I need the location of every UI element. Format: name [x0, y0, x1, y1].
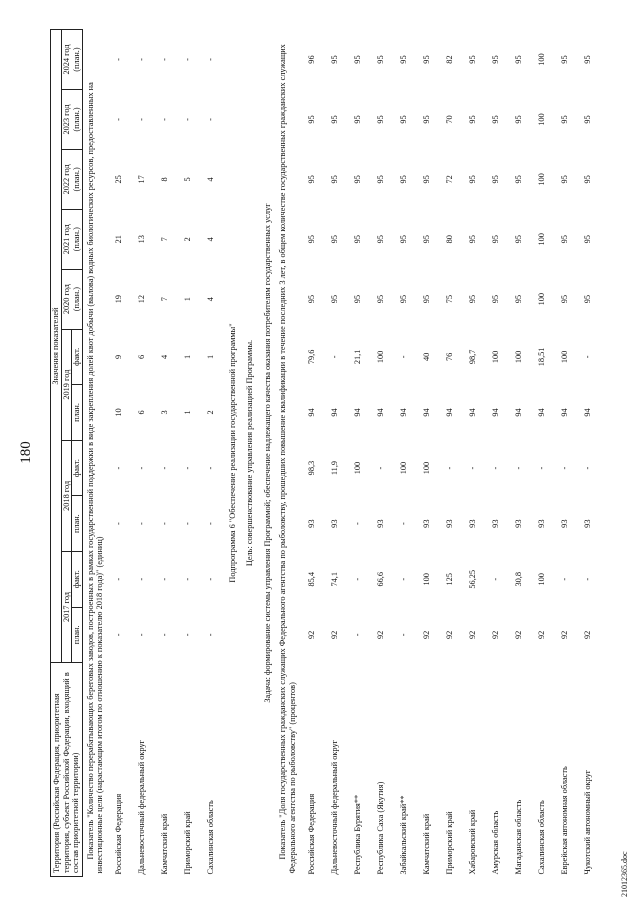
value-cell: 40 — [422, 352, 432, 362]
value-cell: - — [206, 58, 216, 61]
table-row — [392, 30, 415, 877]
value-cell: 95 — [514, 115, 524, 124]
territory-name: Приморский край — [445, 811, 455, 875]
value-cell: 95 — [307, 115, 317, 124]
table-row — [200, 30, 223, 877]
value-cell: 93 — [514, 519, 524, 528]
value-cell: - — [183, 577, 193, 581]
value-cell: 95 — [583, 115, 593, 124]
value-cell: - — [183, 58, 193, 61]
value-cell: - — [160, 118, 170, 121]
value-cell: 19 — [114, 295, 124, 304]
value-cell: 93 — [376, 519, 386, 528]
plan-header: план. — [72, 496, 83, 552]
value-cell: 94 — [491, 408, 501, 417]
value-cell: 95 — [491, 235, 501, 244]
value-cell: 95 — [330, 295, 340, 304]
value-cell: 95 — [399, 295, 409, 304]
value-cell: - — [183, 633, 193, 637]
value-cell: 8 — [160, 177, 170, 182]
table-row — [461, 30, 484, 877]
value-cell: 92 — [307, 630, 317, 639]
year-2020-header: 2020 год (план.) — [61, 269, 82, 329]
value-cell: - — [160, 466, 170, 470]
value-cell: 6 — [137, 354, 147, 359]
value-cell: 82 — [445, 55, 455, 64]
value-cell: - — [183, 118, 193, 121]
value-cell: - — [114, 58, 124, 61]
value-cell: 100 — [353, 461, 363, 475]
value-cell: 56,25 — [468, 569, 478, 589]
value-cell: - — [376, 466, 386, 470]
value-cell: - — [537, 466, 547, 470]
indicator-2-text: Показатель "Доля государственных гражданских служащих Федерального агентства по рыболовству, прошедших повышение квалификации в течение последних 3 лет, в общем количестве государственных гражданских служащих Федерального агентства по рыболовству" (процентов) — [278, 44, 297, 874]
table-row — [154, 30, 177, 877]
value-cell: 95 — [583, 295, 593, 304]
table-row — [484, 30, 507, 877]
value-cell: - — [160, 522, 170, 526]
value-cell: 95 — [353, 55, 363, 64]
value-cell: 9 — [114, 354, 124, 359]
value-cell: - — [114, 522, 124, 526]
values-header: Значения показателей — [51, 30, 62, 663]
indicator-1-text: Показатель "Количество перерабатывающих береговых заводов, построенных в рамках государственной поддержки в виде закрепления долей квот добычи (вылова) водных биологических ресурсов, предоставленных на инвестиционные цели (нарастающим итогом по отношению к показателю 2018 года)" (единиц) — [85, 82, 105, 874]
value-cell: 92 — [583, 630, 593, 639]
value-cell: 92 — [514, 630, 524, 639]
value-cell: 100 — [491, 350, 501, 364]
value-cell: - — [206, 522, 216, 526]
value-cell: 95 — [399, 115, 409, 124]
value-cell: - — [399, 577, 409, 581]
value-cell: 93 — [307, 519, 317, 528]
value-cell: - — [330, 355, 340, 359]
value-cell: 95 — [399, 235, 409, 244]
task-text-text: Задача: формирование системы управления Программой; обеспечение надлежащего качества оказания потребителям государственных услуг — [262, 203, 272, 703]
value-cell: - — [114, 118, 124, 121]
value-cell: - — [583, 355, 593, 359]
file-name: 21012365.doc — [620, 851, 629, 897]
value-cell: - — [160, 577, 170, 581]
value-cell: 95 — [399, 175, 409, 184]
value-cell: 100 — [537, 53, 547, 66]
table-row — [576, 30, 599, 877]
value-cell: 93 — [583, 519, 593, 528]
value-cell: 96 — [307, 55, 317, 64]
value-cell: 25 — [114, 175, 124, 184]
value-cell: 95 — [583, 235, 593, 244]
value-cell: 30,8 — [514, 571, 524, 587]
year-2017-header: 2017 год — [61, 551, 72, 662]
value-cell: 13 — [137, 235, 147, 244]
value-cell: - — [137, 58, 147, 61]
value-cell: 92 — [445, 630, 455, 639]
value-cell: - — [183, 466, 193, 470]
value-cell: 1 — [183, 410, 193, 415]
value-cell: - — [137, 118, 147, 121]
value-cell: 94 — [422, 408, 432, 417]
table-row — [300, 30, 323, 877]
value-cell: 95 — [583, 175, 593, 184]
value-cell: 93 — [330, 519, 340, 528]
value-cell: 100 — [537, 173, 547, 186]
value-cell: 80 — [445, 235, 455, 244]
plan-header: план. — [72, 607, 83, 663]
value-cell: 92 — [376, 630, 386, 639]
territory-name: Республика Саха (Якутия) — [376, 781, 386, 875]
value-cell: 95 — [468, 235, 478, 244]
value-cell: 93 — [537, 519, 547, 528]
value-cell: 7 — [160, 237, 170, 242]
value-cell: 4 — [206, 177, 216, 182]
year-2023-header: 2023 год (план.) — [61, 90, 82, 150]
table-row — [507, 30, 530, 877]
value-cell: 95 — [491, 175, 501, 184]
territory-name: Российская Федерация — [114, 793, 124, 875]
value-cell: 100 — [537, 113, 547, 126]
table-row — [530, 30, 553, 877]
value-cell: - — [137, 522, 147, 526]
value-cell: 95 — [376, 175, 386, 184]
goal-text-text: Цель: совершенствование управления реализацией Программы. — [245, 339, 255, 567]
indicators-table — [50, 29, 599, 877]
value-cell: 1 — [183, 297, 193, 302]
value-cell: 100 — [422, 461, 432, 475]
fact-header: факт. — [72, 440, 83, 496]
value-cell: 95 — [422, 175, 432, 184]
territory-name: Дальневосточный федеральный округ — [330, 740, 340, 875]
value-cell: 98,7 — [468, 349, 478, 365]
value-cell: 98,3 — [307, 460, 317, 476]
value-cell: 93 — [560, 519, 570, 528]
value-cell: 94 — [330, 408, 340, 417]
value-cell: 95 — [468, 295, 478, 304]
table-row — [553, 30, 576, 877]
value-cell: 95 — [560, 175, 570, 184]
territory-name: Камчатский край — [160, 813, 170, 875]
value-cell: 95 — [560, 55, 570, 64]
value-cell: 4 — [160, 354, 170, 359]
value-cell: 94 — [399, 408, 409, 417]
value-cell: 95 — [307, 295, 317, 304]
value-cell: - — [445, 466, 455, 470]
value-cell: 95 — [353, 295, 363, 304]
value-cell: 95 — [399, 55, 409, 64]
value-cell: - — [491, 466, 501, 470]
value-cell: 17 — [137, 175, 147, 184]
value-cell: - — [160, 58, 170, 61]
value-cell: 85,4 — [307, 571, 317, 587]
territory-name: Амурская область — [491, 810, 501, 875]
value-cell: 92 — [560, 630, 570, 639]
table-row — [346, 30, 369, 877]
value-cell: 95 — [376, 115, 386, 124]
value-cell: 92 — [468, 630, 478, 639]
value-cell: 95 — [422, 295, 432, 304]
value-cell: 95 — [353, 235, 363, 244]
value-cell: - — [468, 466, 478, 470]
territory-name: Дальневосточный федеральный округ — [137, 740, 147, 875]
value-cell: 95 — [491, 295, 501, 304]
value-cell: 21,1 — [353, 349, 363, 365]
goal-text — [240, 30, 258, 877]
value-cell: 94 — [307, 408, 317, 417]
value-cell: - — [583, 466, 593, 470]
value-cell: 2 — [206, 410, 216, 415]
value-cell: 94 — [514, 408, 524, 417]
value-cell: 94 — [537, 408, 547, 417]
territory-name: Магаданская область — [514, 799, 524, 875]
value-cell: - — [206, 633, 216, 637]
value-cell: 95 — [491, 55, 501, 64]
territory-name: Камчатский край — [422, 813, 432, 875]
value-cell: - — [583, 577, 593, 581]
value-cell: 92 — [330, 630, 340, 639]
value-cell: - — [399, 522, 409, 526]
value-cell: 95 — [307, 235, 317, 244]
fact-header: факт. — [72, 551, 83, 607]
value-cell: - — [560, 577, 570, 581]
value-cell: 6 — [137, 410, 147, 415]
value-cell: 95 — [353, 115, 363, 124]
value-cell: 95 — [468, 55, 478, 64]
value-cell: 74,1 — [330, 571, 340, 587]
table-row — [323, 30, 346, 877]
value-cell: - — [137, 577, 147, 581]
value-cell: - — [353, 522, 363, 526]
value-cell: 95 — [514, 175, 524, 184]
value-cell: 100 — [376, 350, 386, 364]
value-cell: 66,6 — [376, 571, 386, 587]
territory-name: Сахалинская область — [537, 800, 547, 875]
value-cell: 92 — [422, 630, 432, 639]
value-cell: 95 — [514, 55, 524, 64]
value-cell: 94 — [445, 408, 455, 417]
territory-name: Российская Федерация — [307, 793, 317, 875]
value-cell: 95 — [422, 235, 432, 244]
value-cell: 72 — [445, 175, 455, 184]
value-cell: 3 — [160, 410, 170, 415]
value-cell: - — [560, 466, 570, 470]
value-cell: 79,6 — [307, 349, 317, 365]
year-2021-header: 2021 год (план.) — [61, 209, 82, 269]
page-number: 180 — [18, 441, 34, 464]
value-cell: 93 — [445, 519, 455, 528]
territory-name: Забайкальский край** — [399, 795, 409, 875]
value-cell: 93 — [468, 519, 478, 528]
value-cell: - — [114, 466, 124, 470]
value-cell: 21 — [114, 235, 124, 244]
value-cell: - — [114, 633, 124, 637]
value-cell: 100 — [537, 233, 547, 246]
value-cell: 95 — [468, 115, 478, 124]
territory-name: Сахалинская область — [206, 800, 216, 875]
value-cell: - — [399, 633, 409, 637]
value-cell: 7 — [160, 297, 170, 302]
value-cell: - — [399, 355, 409, 359]
value-cell: 95 — [330, 235, 340, 244]
value-cell: 93 — [422, 519, 432, 528]
fact-header: факт. — [72, 329, 83, 385]
value-cell: 10 — [114, 408, 124, 417]
value-cell: 1 — [183, 354, 193, 359]
value-cell: - — [137, 466, 147, 470]
value-cell: 95 — [514, 235, 524, 244]
value-cell: 93 — [491, 519, 501, 528]
value-cell: 18,51 — [537, 347, 547, 367]
value-cell: 95 — [422, 115, 432, 124]
value-cell: 100 — [422, 573, 432, 586]
value-cell: 95 — [491, 115, 501, 124]
value-cell: 94 — [560, 408, 570, 417]
value-cell: 95 — [353, 175, 363, 184]
value-cell: 95 — [422, 55, 432, 64]
value-cell: 1 — [206, 354, 216, 359]
value-cell: - — [183, 522, 193, 526]
value-cell: - — [353, 577, 363, 581]
value-cell: 75 — [445, 295, 455, 304]
value-cell: - — [137, 633, 147, 637]
value-cell: 95 — [376, 295, 386, 304]
value-cell: 94 — [376, 408, 386, 417]
value-cell: 94 — [468, 408, 478, 417]
value-cell: 92 — [537, 630, 547, 639]
value-cell: 95 — [514, 295, 524, 304]
value-cell: 95 — [468, 175, 478, 184]
value-cell: 100 — [560, 350, 570, 364]
territory-name: Республика Бурятия** — [353, 794, 363, 875]
subprogram-title — [223, 30, 241, 877]
value-cell: 12 — [137, 295, 147, 304]
year-2019-header: 2019 год — [61, 329, 72, 440]
territory-name: Хабаровский край — [468, 809, 478, 875]
value-cell: - — [206, 466, 216, 470]
plan-header: план. — [72, 385, 83, 441]
value-cell: 95 — [330, 175, 340, 184]
territory-name: Еврейская автономная область — [560, 766, 570, 875]
table-row — [108, 30, 131, 877]
value-cell: 92 — [491, 630, 501, 639]
value-cell: 95 — [560, 295, 570, 304]
year-2022-header: 2022 год (план.) — [61, 149, 82, 209]
value-cell: - — [206, 118, 216, 121]
subprogram-title-text: Подпрограмма 6 "Обеспечение реализации государственной программы" — [227, 323, 237, 583]
value-cell: 76 — [445, 352, 455, 362]
value-cell: - — [514, 466, 524, 470]
value-cell: 125 — [445, 573, 455, 586]
value-cell: 11,9 — [330, 460, 340, 476]
value-cell: 70 — [445, 115, 455, 124]
territory-header: Территория (Российская Федерация, приоритетная территория, субъект Российской Федерации, входящий в состав приоритетной территории) — [51, 663, 83, 877]
year-2018-header: 2018 год — [61, 440, 72, 551]
task-text — [258, 30, 276, 877]
value-cell: 95 — [376, 55, 386, 64]
value-cell: - — [353, 633, 363, 637]
territory-name: Приморский край — [183, 811, 193, 875]
indicator-2 — [275, 30, 300, 877]
value-cell: 100 — [537, 573, 547, 586]
table-row — [415, 30, 438, 877]
value-cell: - — [491, 577, 501, 581]
value-cell: 94 — [583, 408, 593, 417]
value-cell: 4 — [206, 297, 216, 302]
year-2024-header: 2024 год (план.) — [61, 30, 82, 90]
value-cell: 100 — [537, 292, 547, 306]
value-cell: 95 — [330, 55, 340, 64]
value-cell: 100 — [399, 461, 409, 475]
table-row — [438, 30, 461, 877]
territory-name: Чукотский автономный округ — [583, 769, 593, 875]
value-cell: - — [206, 577, 216, 581]
value-cell: 95 — [560, 115, 570, 124]
indicator-1 — [82, 30, 108, 877]
table-row — [369, 30, 392, 877]
table-row — [177, 30, 200, 877]
value-cell: 5 — [183, 177, 193, 182]
value-cell: 2 — [183, 237, 193, 242]
value-cell: 100 — [514, 350, 524, 364]
table-row — [131, 30, 154, 877]
value-cell: 95 — [307, 175, 317, 184]
value-cell: - — [114, 577, 124, 581]
value-cell: 95 — [330, 115, 340, 124]
value-cell: - — [160, 633, 170, 637]
value-cell: 95 — [583, 55, 593, 64]
value-cell: 95 — [560, 235, 570, 244]
value-cell: 95 — [376, 235, 386, 244]
value-cell: 4 — [206, 237, 216, 242]
value-cell: 94 — [353, 408, 363, 417]
